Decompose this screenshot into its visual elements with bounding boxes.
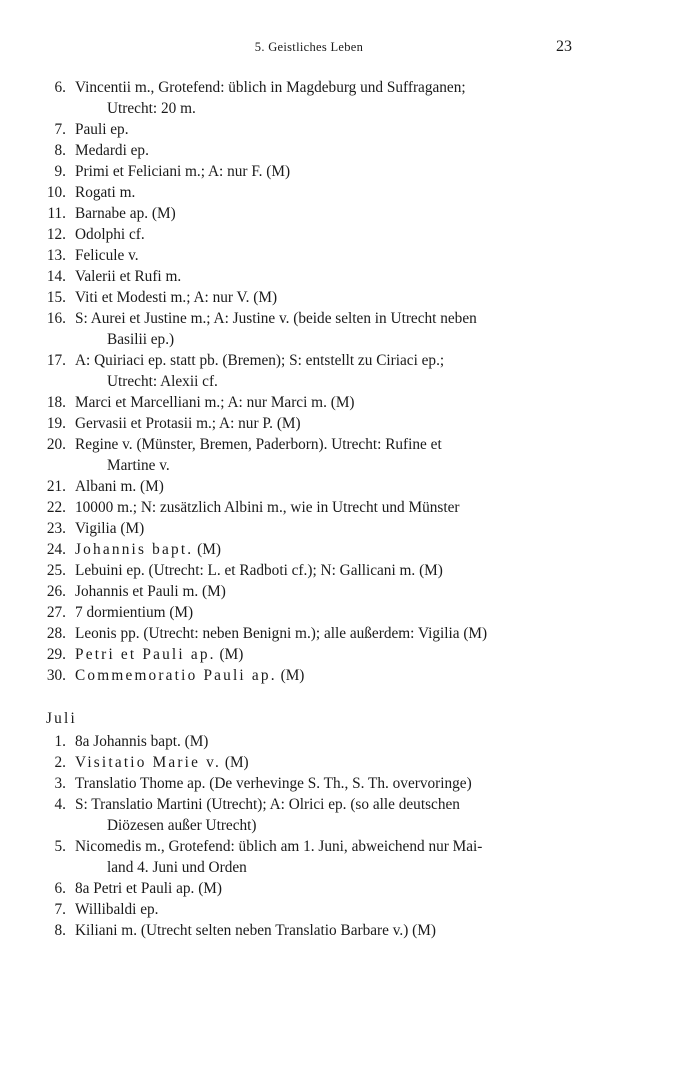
month-heading-juli: Juli — [46, 710, 77, 727]
entry-continuation-line: Martine v. — [107, 457, 170, 474]
entry-text — [75, 182, 576, 203]
entry-text — [75, 581, 576, 602]
entry-text — [75, 224, 576, 245]
entry-text — [75, 560, 576, 581]
entry-text — [75, 434, 576, 476]
calendar-entry — [30, 752, 576, 773]
calendar-entry — [30, 476, 576, 497]
entry-line: Odolphi cf. — [75, 226, 145, 243]
calendar-entry — [30, 245, 576, 266]
entry-line: S: Translatio Martini (Utrecht); A: Olrici ep. (so alle deutschen — [75, 796, 460, 813]
calendar-entry — [30, 602, 576, 623]
entry-day-number: 22. — [46, 499, 66, 516]
entry-text — [75, 350, 576, 392]
entry-day-number: 29. — [46, 646, 66, 663]
entry-line: Gervasii et Protasii m.; A: nur P. (M) — [75, 415, 301, 432]
entry-text — [75, 731, 576, 752]
entry-text — [75, 518, 576, 539]
entry-line: (M) — [193, 541, 221, 558]
entry-line: (M) — [215, 646, 244, 663]
entry-spaced-feast-name: Johannis bapt. — [75, 541, 194, 558]
entry-text — [75, 752, 576, 773]
entry-line: Willibaldi ep. — [75, 901, 159, 918]
entry-line: (M) — [276, 667, 305, 684]
entry-line: Johannis et Pauli m. (M) — [75, 583, 226, 600]
calendar-entry — [30, 539, 576, 560]
calendar-entry — [30, 308, 576, 350]
entry-text — [75, 476, 576, 497]
entry-day-number: 30. — [46, 667, 66, 684]
entry-day-number: 2. — [54, 754, 66, 771]
calendar-entry — [30, 203, 576, 224]
entry-line: Pauli ep. — [75, 121, 129, 138]
entry-day-number: 16. — [46, 310, 66, 327]
entry-continuation-line: land 4. Juni und Orden — [107, 859, 247, 876]
calendar-entry — [30, 623, 576, 644]
calendar-entry — [30, 773, 576, 794]
running-head: 5. Geistliches Leben — [254, 40, 364, 54]
calendar-entry — [30, 119, 576, 140]
calendar-entry — [30, 665, 576, 686]
entry-line: Felicule v. — [75, 247, 139, 264]
entry-line: Viti et Modesti m.; A: nur V. (M) — [75, 289, 278, 306]
entry-line: Vigilia (M) — [75, 520, 145, 537]
calendar-entry — [30, 731, 576, 752]
entry-day-number: 15. — [46, 289, 66, 306]
entry-spaced-feast-name: Visitatio Marie v. — [75, 754, 222, 771]
entry-line: 8a Petri et Pauli ap. (M) — [75, 880, 222, 897]
entry-day-number: 12. — [46, 226, 66, 243]
calendar-entry — [30, 899, 576, 920]
entry-day-number: 20. — [46, 436, 66, 453]
june-calendar-list — [30, 77, 576, 686]
entry-line: S: Aurei et Justine m.; A: Justine v. (beide selten in Utrecht neben — [75, 310, 477, 327]
entry-line: (M) — [221, 754, 249, 771]
entry-text — [75, 794, 576, 836]
entry-line: Vincentii m., Grotefend: üblich in Magdeburg und Suffraganen; — [75, 79, 466, 96]
entry-day-number: 6. — [54, 880, 66, 897]
entry-day-number: 8. — [54, 922, 66, 939]
entry-line: Marci et Marcelliani m.; A: nur Marci m. (M) — [75, 394, 355, 411]
calendar-entry — [30, 77, 576, 119]
entry-line: Medardi ep. — [75, 142, 149, 159]
entry-line: Albani m. (M) — [75, 478, 164, 495]
entry-text — [75, 602, 576, 623]
entry-day-number: 27. — [46, 604, 66, 621]
july-calendar-list — [30, 731, 576, 941]
calendar-entry — [30, 878, 576, 899]
page-number: 23 — [556, 38, 572, 55]
entry-line: Rogati m. — [75, 184, 136, 201]
entry-spaced-feast-name: Petri et Pauli ap. — [75, 646, 216, 663]
entry-day-number: 6. — [54, 79, 66, 96]
page-header — [46, 38, 572, 58]
entry-line: Primi et Feliciani m.; A: nur F. (M) — [75, 163, 291, 180]
entry-text — [75, 245, 576, 266]
calendar-entry — [30, 581, 576, 602]
entry-day-number: 18. — [46, 394, 66, 411]
entry-line: A: Quiriaci ep. statt pb. (Bremen); S: entstellt zu Ciriaci ep.; — [75, 352, 445, 369]
entry-line: Barnabe ap. (M) — [75, 205, 176, 222]
entry-text — [75, 773, 576, 794]
entry-text — [75, 665, 576, 686]
entry-day-number: 9. — [54, 163, 66, 180]
entry-day-number: 24. — [46, 541, 66, 558]
entry-line: 8a Johannis bapt. (M) — [75, 733, 209, 750]
entry-day-number: 10. — [46, 184, 66, 201]
entry-continuation-line: Diözesen außer Utrecht) — [107, 817, 257, 834]
entry-text — [75, 413, 576, 434]
entry-day-number: 8. — [54, 142, 66, 159]
entry-day-number: 13. — [46, 247, 66, 264]
entry-day-number: 5. — [54, 838, 66, 855]
entry-day-number: 23. — [46, 520, 66, 537]
calendar-entry — [30, 224, 576, 245]
entry-text — [75, 203, 576, 224]
entry-day-number: 25. — [46, 562, 66, 579]
entry-line: 10000 m.; N: zusätzlich Albini m., wie in Utrecht und Münster — [75, 499, 460, 516]
entry-line: Valerii et Rufi m. — [75, 268, 182, 285]
entry-text — [75, 899, 576, 920]
entry-day-number: 7. — [54, 121, 66, 138]
entry-day-number: 1. — [54, 733, 66, 750]
entry-day-number: 7. — [54, 901, 66, 918]
entry-line: Nicomedis m., Grotefend: üblich am 1. Juni, abweichend nur Mai- — [75, 838, 483, 855]
entry-continuation-line: Utrecht: 20 m. — [107, 100, 196, 117]
entry-day-number: 26. — [46, 583, 66, 600]
entry-day-number: 19. — [46, 415, 66, 432]
entry-day-number: 4. — [54, 796, 66, 813]
entry-line: Translatio Thome ap. (De verhevinge S. Th., S. Th. overvoringe) — [75, 775, 472, 792]
entry-text — [75, 266, 576, 287]
entry-line: Lebuini ep. (Utrecht: L. et Radboti cf.); N: Gallicani m. (M) — [75, 562, 443, 579]
entry-text — [75, 539, 576, 560]
entry-line: Leonis pp. (Utrecht: neben Benigni m.); alle außerdem: Vigilia (M) — [75, 625, 488, 642]
entry-text — [75, 308, 576, 350]
entry-day-number: 28. — [46, 625, 66, 642]
entry-text — [75, 140, 576, 161]
entry-line: Regine v. (Münster, Bremen, Paderborn). Utrecht: Rufine et — [75, 436, 442, 453]
calendar-entry — [30, 560, 576, 581]
calendar-entry — [30, 350, 576, 392]
calendar-entry — [30, 794, 576, 836]
entry-continuation-line: Utrecht: Alexii cf. — [107, 373, 218, 390]
entry-text — [75, 623, 576, 644]
entry-text — [75, 119, 576, 140]
entry-line: 7 dormientium (M) — [75, 604, 194, 621]
entry-text — [75, 878, 576, 899]
entry-text — [75, 497, 576, 518]
calendar-entry — [30, 434, 576, 476]
calendar-entry — [30, 497, 576, 518]
entry-day-number: 14. — [46, 268, 66, 285]
calendar-entry — [30, 836, 576, 878]
calendar-entry — [30, 182, 576, 203]
entry-day-number: 11. — [47, 205, 66, 222]
entry-text — [75, 920, 576, 941]
entry-text — [75, 392, 576, 413]
calendar-entry — [30, 287, 576, 308]
entry-text — [75, 77, 576, 119]
entry-text — [75, 287, 576, 308]
calendar-entry — [30, 920, 576, 941]
calendar-entry — [30, 392, 576, 413]
calendar-entry — [30, 518, 576, 539]
entry-text — [75, 161, 576, 182]
calendar-entry — [30, 266, 576, 287]
calendar-entry — [30, 161, 576, 182]
entry-line: Kiliani m. (Utrecht selten neben Translatio Barbare v.) (M) — [75, 922, 436, 939]
entry-day-number: 21. — [46, 478, 66, 495]
entry-text — [75, 644, 576, 665]
entry-continuation-line: Basilii ep.) — [107, 331, 175, 348]
entry-day-number: 17. — [46, 352, 66, 369]
entry-spaced-feast-name: Commemoratio Pauli ap. — [75, 667, 277, 684]
calendar-entry — [30, 413, 576, 434]
entry-day-number: 3. — [54, 775, 66, 792]
calendar-entry — [30, 140, 576, 161]
calendar-entry — [30, 644, 576, 665]
entry-text — [75, 836, 576, 878]
